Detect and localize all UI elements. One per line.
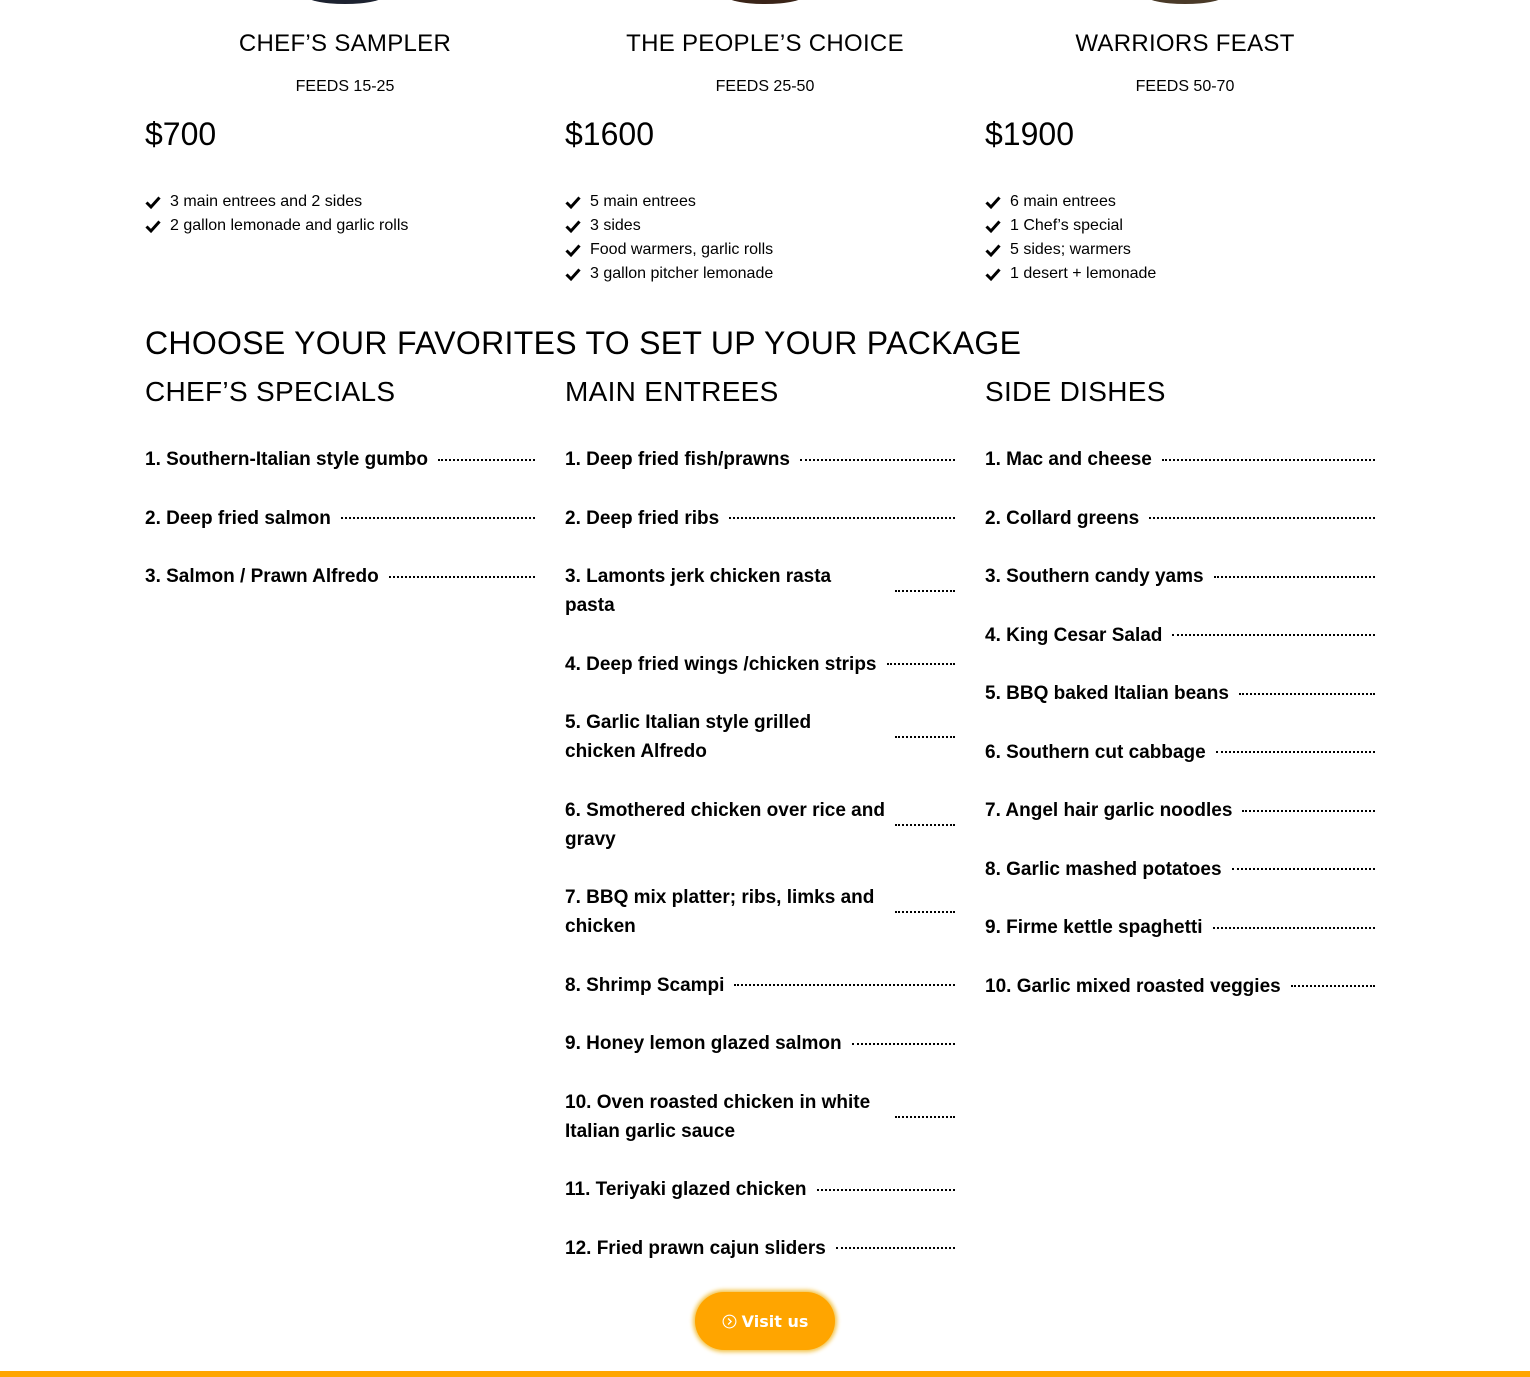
menu-column-chefs-specials: [145, 374, 535, 587]
menu-item-label: 4. King Cesar Salad: [985, 624, 1163, 646]
check-icon: [145, 194, 161, 210]
package-feature: [565, 190, 773, 214]
menu-item-label: 8. Garlic mashed potatoes: [985, 858, 1222, 880]
dotted-leader: [1172, 634, 1375, 636]
dotted-leader: [895, 590, 955, 592]
menu-list: [145, 445, 535, 621]
check-icon: [985, 242, 1001, 258]
dotted-leader: [1232, 868, 1375, 870]
menu-item: [985, 855, 1375, 884]
check-icon: [985, 194, 1001, 210]
package-feature-text: Food warmers, garlic rolls: [590, 241, 774, 258]
package-feature: [565, 214, 773, 238]
package-feature-text: 1 Chef’s special: [1010, 217, 1123, 234]
menu-item: [565, 796, 955, 854]
dotted-leader: [1239, 693, 1375, 695]
menu-item-label: 5. BBQ baked Italian beans: [985, 683, 1229, 704]
package-feature-text: 3 main entrees and 2 sides: [170, 193, 363, 210]
check-icon: [565, 266, 581, 282]
dotted-leader: [1242, 810, 1375, 812]
package-feature-text: 5 main entrees: [590, 193, 696, 210]
menu-item-label: 3. Lamonts jerk chicken rasta pasta: [565, 566, 832, 616]
menu-item: [565, 708, 955, 766]
menu-item-label: 1. Mac and cheese: [985, 449, 1152, 470]
package-features: [565, 190, 773, 286]
menu-item-label: 7. Angel hair garlic noodles: [985, 800, 1233, 821]
package-feature: [565, 238, 773, 262]
dotted-leader: [895, 736, 955, 738]
package-feature: [985, 238, 1156, 262]
package-feature-text: 2 gallon lemonade and garlic rolls: [170, 217, 409, 234]
package-feature: [985, 190, 1156, 214]
dotted-leader: [817, 1189, 956, 1191]
menu-column-title: CHEF’S SPECIALS: [145, 376, 396, 407]
check-icon: [565, 194, 581, 210]
menu-item: [565, 1029, 955, 1058]
package-image-chefs-sampler: [305, 0, 385, 4]
check-icon: [145, 218, 161, 234]
package-features: [145, 190, 408, 238]
dotted-leader: [1213, 927, 1375, 929]
menu-item-label: 1. Deep fried fish/prawns: [565, 449, 790, 470]
visit-us-label: Visit us: [741, 1311, 809, 1331]
dotted-leader: [1162, 459, 1375, 461]
check-icon: [565, 242, 581, 258]
menu-column-title: MAIN ENTREES: [565, 376, 779, 407]
menu-item-label: 6. Smothered chicken over rice and gravy: [565, 799, 885, 850]
package-feeds: FEEDS 15-25: [295, 78, 395, 95]
dotted-leader: [800, 459, 955, 461]
dotted-leader: [895, 911, 955, 913]
check-icon: [565, 218, 581, 234]
package-name: CHEF’S SAMPLER: [238, 30, 452, 57]
dotted-leader: [438, 459, 535, 461]
menu-item-label: 3. Southern candy yams: [985, 566, 1204, 587]
menu-item: [565, 504, 955, 533]
menu-item: [565, 971, 955, 1000]
package-feature: [985, 262, 1156, 286]
visit-us-button[interactable]: [695, 1292, 835, 1350]
menu-item-label: 5. Garlic Italian style grilled chicken Alfredo: [565, 712, 812, 762]
menu-item: [985, 621, 1375, 650]
menu-item-label: 1. Southern-Italian style gumbo: [145, 449, 428, 470]
check-icon: [985, 266, 1001, 282]
dotted-leader: [729, 517, 955, 519]
package-price: $1900: [985, 116, 1074, 152]
menu-item-label: 11. Teriyaki glazed chicken: [565, 1179, 807, 1200]
menu-item: [985, 562, 1375, 591]
menu-column-side-dishes: [985, 374, 1375, 997]
menu-item: [565, 1234, 955, 1263]
menu-item: [985, 972, 1375, 1001]
package-image-warriors-feast: [1145, 0, 1225, 4]
menu-item: [985, 796, 1375, 825]
package-feeds: FEEDS 25-50: [715, 78, 815, 95]
chevron-circle-right-icon: [722, 1314, 737, 1329]
package-feature-text: 1 desert + lemonade: [1010, 265, 1157, 282]
menu-item-label: 4. Deep fried wings /chicken strips: [565, 653, 877, 675]
menu-column-title: SIDE DISHES: [985, 376, 1166, 407]
menu-item: [565, 1088, 955, 1146]
menu-item-label: 9. Firme kettle spaghetti: [985, 917, 1203, 938]
menu-item: [145, 562, 535, 591]
package-feature-text: 3 sides: [590, 217, 641, 234]
package-feature: [985, 214, 1156, 238]
package-name: WARRIORS FEAST: [1075, 30, 1295, 57]
menu-item: [985, 679, 1375, 708]
package-images-strip: [0, 0, 1530, 10]
package-feature: [145, 190, 408, 214]
menu-item: [565, 650, 955, 679]
menu-column-main-entrees: [565, 374, 955, 1259]
menu-item-label: 8. Shrimp Scampi: [565, 974, 725, 996]
dotted-leader: [341, 517, 535, 519]
menu-item-label: 2. Deep fried ribs: [565, 507, 720, 529]
package-feature-text: 6 main entrees: [1010, 193, 1116, 210]
dotted-leader: [852, 1043, 955, 1045]
menu-item: [145, 445, 535, 474]
dotted-leader: [895, 824, 955, 826]
menu-item: [565, 562, 955, 620]
menu-item-label: 10. Garlic mixed roasted veggies: [985, 975, 1281, 997]
dotted-leader: [887, 663, 956, 665]
dotted-leader: [1216, 751, 1375, 753]
dotted-leader: [895, 1116, 955, 1118]
menu-item-label: 10. Oven roasted chicken in white Italian garlic sauce: [565, 1091, 871, 1142]
package-feature-text: 5 sides; warmers: [1010, 241, 1131, 258]
menu-item: [565, 445, 955, 474]
menu-item-label: 2. Deep fried salmon: [145, 507, 331, 529]
menu-item: [985, 738, 1375, 767]
dotted-leader: [1149, 517, 1375, 519]
menu-item: [565, 1175, 955, 1204]
menu-item-label: 12. Fried prawn cajun sliders: [565, 1237, 826, 1259]
footer-accent-bar: [0, 1371, 1530, 1377]
menu-item-label: 6. Southern cut cabbage: [985, 741, 1206, 763]
package-image-peoples-choice: [725, 0, 805, 4]
dotted-leader: [734, 984, 955, 986]
package-price: $1600: [565, 116, 654, 152]
dotted-leader: [1214, 576, 1375, 578]
dotted-leader: [1291, 985, 1375, 987]
menu-item-label: 2. Collard greens: [985, 507, 1140, 529]
menu-item: [145, 504, 535, 533]
package-price: $700: [145, 116, 217, 152]
menu-item-label: 9. Honey lemon glazed salmon: [565, 1033, 842, 1054]
menu-item: [985, 913, 1375, 942]
check-icon: [985, 218, 1001, 234]
choose-favorites-heading: CHOOSE YOUR FAVORITES TO SET UP YOUR PACKAGE: [145, 325, 1022, 361]
dotted-leader: [389, 576, 535, 578]
package-name: THE PEOPLE’S CHOICE: [626, 30, 904, 57]
menu-item-label: 7. BBQ mix platter; ribs, limks and chicken: [565, 887, 875, 937]
menu-list: [985, 445, 1375, 1030]
package-feeds: FEEDS 50-70: [1135, 78, 1235, 95]
package-feature-text: 3 gallon pitcher lemonade: [590, 265, 774, 282]
menu-list: [565, 445, 955, 1292]
package-features: [985, 190, 1156, 286]
package-feature: [565, 262, 773, 286]
menu-item: [985, 504, 1375, 533]
dotted-leader: [836, 1247, 955, 1249]
menu-item: [985, 445, 1375, 474]
menu-item-label: 3. Salmon / Prawn Alfredo: [145, 566, 379, 587]
menu-item: [565, 883, 955, 941]
package-feature: [145, 214, 408, 238]
